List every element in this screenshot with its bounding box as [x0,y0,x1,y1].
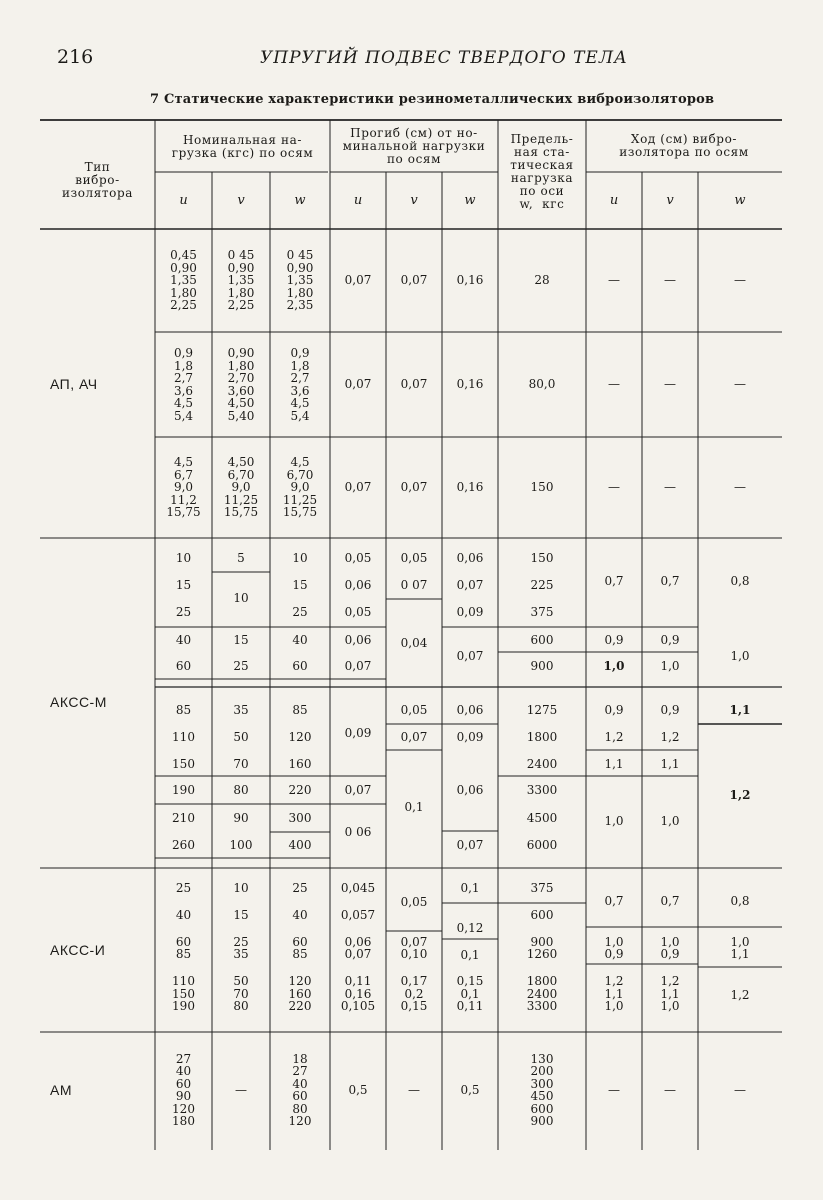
group-am: АМ [50,1081,72,1098]
akssm-nominal-w-4: 40 [292,632,308,647]
page-number: 216 [57,46,94,68]
akssi-nominal-w-4: 120 160 220 [288,974,312,1014]
akssm-deflection-w-4: 0,07 [456,648,484,663]
am-travel-v: — [664,1082,676,1097]
akssi-nominal-u-3: 60 85 [175,934,192,961]
akssi-deflection-u-4: 0,11 0,16 0,105 [340,974,376,1014]
akssm-nominal-u-4: 40 [175,632,192,647]
akssi-deflection-w-2: 0,12 [456,920,484,935]
akssi-nominal-v-3: 25 35 [233,934,249,961]
akssm-max-load-3: 375 [530,604,554,619]
ap-b2-deflection-u: 0,07 [344,377,372,392]
akssm-travel-w-4: 1,2 [729,787,751,802]
akssm-deflection-w-3: 0,09 [456,604,484,619]
akssm-nominal-v-1: 5 [237,550,245,565]
akssm-nominal-v-6: 50 [233,729,249,744]
akssm-nominal-u-10: 210 [172,810,195,825]
akssm-nominal-v-10: 100 [229,837,253,852]
akssi-max-load-3: 900 1260 [526,934,558,961]
axis-v-travel: v [666,192,674,208]
akssm-deflection-u-4: 0,06 [344,632,372,647]
akssm-travel-w-3: 1,1 [729,702,751,717]
ap-b1-nominal-w: 0 45 0,90 1,35 1,80 2,35 [286,248,314,313]
akssi-travel-u-3: 1,2 1,1 1,0 [604,974,624,1014]
akssm-travel-u-1: 0,7 [604,573,624,588]
ap-b3-travel-u: — [608,480,620,495]
ap-b1-nominal-u: 0,45 0,90 1,35 1,80 2,25 [170,248,197,313]
header-travel: Ход (см) вибро- изолятора по осям [619,132,749,159]
akssi-max-load-1: 375 [530,880,554,895]
akssm-deflection-v-6: 0,1 [404,799,424,814]
akssm-travel-v-4: 0,9 [660,702,680,717]
akssm-nominal-w-5: 60 [292,658,308,673]
akssm-max-load-4: 600 [530,632,554,647]
ap-b1-max-load: 28 [534,273,550,288]
ap-b3-nominal-u: 4,5 6,7 9,0 11,2 15,75 [166,455,201,520]
akssm-nominal-u-5: 60 [175,658,192,673]
akssm-travel-u-5: 1,2 [604,729,624,744]
akssm-travel-u-3: 1,0 [603,658,625,673]
akssm-nominal-w-10: 300 [288,810,312,825]
axis-u-nominal: u [179,192,188,208]
am-travel-u: — [608,1082,620,1097]
axis-w-travel: w [734,192,746,208]
akssm-travel-v-3: 1,0 [660,658,680,673]
akssm-deflection-u-1: 0,05 [344,550,372,565]
ap-b1-travel-w: — [734,273,746,288]
axis-w-nominal: w [294,192,306,208]
akssm-nominal-u-6: 85 [175,702,192,717]
akssm-travel-u-7: 1,0 [604,813,624,828]
akssm-deflection-w-5: 0,06 [456,702,484,717]
akssm-deflection-w-8: 0,07 [456,837,484,852]
am-deflection-u: 0,5 [348,1082,368,1097]
akssm-deflection-u-7: 0,07 [344,782,372,797]
axis-v-deflection: v [410,192,418,208]
akssm-travel-w-1: 0,8 [730,573,750,588]
akssm-max-load-11: 6000 [526,837,558,852]
am-nominal-v: — [235,1082,247,1097]
akssi-deflection-u-1: 0,045 [340,880,376,895]
akssm-travel-v-1: 0,7 [660,573,680,588]
akssm-nominal-u-2: 15 [175,577,192,592]
akssm-nominal-v-5: 35 [233,702,249,717]
akssm-travel-u-6: 1,1 [604,756,624,771]
akssi-travel-v-3: 1,2 1,1 1,0 [660,974,680,1014]
ap-b3-deflection-u: 0,07 [344,480,372,495]
akssi-travel-w-1: 0,8 [730,893,750,908]
akssi-deflection-u-3: 0,06 0,07 [344,934,372,961]
akssi-deflection-w-1: 0,1 [460,880,480,895]
akssm-max-load-10: 4500 [526,810,558,825]
ap-b1-deflection-v: 0,07 [400,273,428,288]
akssm-nominal-u-8: 150 [172,756,195,771]
akssi-travel-u-1: 0,7 [604,893,624,908]
akssm-deflection-w-1: 0,06 [456,550,484,565]
akssm-max-load-8: 2400 [526,756,558,771]
akssi-deflection-v-2: 0,07 0,10 [400,934,428,961]
akssm-nominal-v-2: 10 [233,590,249,605]
akssm-travel-v-6: 1,1 [660,756,680,771]
akssm-nominal-w-8: 160 [288,756,312,771]
ap-b3-deflection-w: 0,16 [456,480,484,495]
ap-b3-nominal-v: 4,50 6,70 9,0 11,25 15,75 [223,455,259,520]
akssi-nominal-u-2: 40 [175,907,192,922]
akssm-deflection-v-4: 0,05 [400,702,428,717]
ap-b1-travel-v: — [664,273,676,288]
akssi-nominal-u-4: 110 150 190 [172,974,195,1014]
ap-b2-nominal-v: 0,90 1,80 2,70 3,60 4,50 5,40 [227,346,255,423]
akssm-max-load-9: 3300 [526,782,558,797]
axis-u-deflection: u [353,192,363,208]
ap-b1-deflection-w: 0,16 [456,273,484,288]
akssi-nominal-w-2: 40 [292,907,308,922]
akssm-travel-u-4: 0,9 [604,702,624,717]
akssm-nominal-v-7: 70 [233,756,249,771]
akssm-travel-u-2: 0,9 [604,632,624,647]
axis-v-nominal: v [237,192,245,208]
akssm-nominal-w-3: 25 [292,604,308,619]
akssm-nominal-u-7: 110 [172,729,195,744]
akssm-travel-v-7: 1,0 [660,813,680,828]
akssm-nominal-u-9: 190 [172,782,195,797]
am-deflection-w: 0,5 [460,1082,480,1097]
akssm-deflection-w-6: 0,09 [456,729,484,744]
akssm-travel-w-2: 1,0 [730,648,750,663]
akssi-nominal-w-1: 25 [292,880,308,895]
akssm-deflection-v-1: 0,05 [400,550,428,565]
akssi-max-load-2: 600 [530,907,554,922]
akssm-nominal-w-9: 220 [288,782,312,797]
header-type: Тип вибро- изолятора [61,159,134,200]
akssi-deflection-w-3: 0,1 [460,947,480,962]
akssm-nominal-w-2: 15 [292,577,308,592]
akssm-nominal-v-8: 80 [233,782,249,797]
ap-b2-travel-v: — [664,377,676,392]
akssi-travel-v-1: 0,7 [660,893,680,908]
akssi-nominal-w-3: 60 85 [292,934,308,961]
akssi-travel-v-2: 1,0 0,9 [660,934,680,961]
akssm-travel-v-2: 0,9 [660,632,680,647]
akssm-nominal-u-3: 25 [175,604,192,619]
am-max-load: 130 200 300 450 600 900 [530,1051,554,1128]
akssm-max-load-7: 1800 [526,729,558,744]
ap-b2-travel-w: — [734,377,746,392]
table-caption: 7 Статические характеристики резинометаллических виброизоляторов [150,92,715,107]
akssm-deflection-w-7: 0,06 [456,782,484,797]
akssm-max-load-6: 1275 [526,702,558,717]
akssi-deflection-u-2: 0,057 [340,907,376,922]
akssi-deflection-v-1: 0,05 [400,894,428,909]
akssm-nominal-w-7: 120 [288,729,312,744]
group-akss-i: АКСС-И [50,941,106,958]
group-akss-m: АКСС-М [50,693,107,710]
ap-b1-travel-u: — [608,273,620,288]
akssm-deflection-w-2: 0,07 [456,577,484,592]
axis-w-deflection: w [464,192,476,208]
akssi-nominal-u-1: 25 [175,880,192,895]
ap-b3-max-load: 150 [530,480,554,495]
akssi-max-load-4: 1800 2400 3300 [526,974,558,1014]
akssm-nominal-u-11: 260 [172,837,195,852]
akssi-deflection-w-4: 0,15 0,1 0,11 [456,974,484,1014]
ap-b2-deflection-w: 0,16 [456,377,484,392]
ap-b1-nominal-v: 0 45 0,90 1,35 1,80 2,25 [227,248,255,313]
akssi-deflection-v-3: 0,17 0,2 0,15 [400,974,428,1014]
akssm-deflection-u-5: 0,07 [344,658,372,673]
header-max-load: Предель- ная ста- тическая нагрузка по оси w, кгс [510,132,574,211]
akssm-deflection-u-8: 0 06 [344,824,372,839]
akssm-nominal-v-3: 15 [233,632,249,647]
ap-b2-nominal-u: 0,9 1,8 2,7 3,6 4,5 5,4 [173,346,194,423]
akssm-deflection-u-3: 0,05 [344,604,372,619]
akssm-deflection-v-2: 0 07 [400,577,428,592]
akssm-deflection-u-6: 0,09 [344,725,372,740]
group-ap: АП, АЧ [50,375,98,392]
akssm-max-load-1: 150 [530,550,554,565]
akssm-nominal-v-4: 25 [233,658,249,673]
ap-b2-travel-u: — [608,377,620,392]
am-nominal-u: 27 40 60 90 120 180 [172,1051,195,1128]
akssm-max-load-2: 225 [530,577,554,592]
ap-b2-max-load: 80,0 [528,377,556,392]
akssm-deflection-v-3: 0,04 [400,635,428,650]
am-nominal-w: 18 27 40 60 80 120 [288,1051,312,1128]
akssm-travel-v-5: 1,2 [660,729,680,744]
akssm-max-load-5: 900 [530,658,554,673]
header-nominal-load: Номинальная на- грузка (кгс) по осям [171,133,314,160]
header-deflection: Прогиб (см) от но- минальной нагрузки по осям [342,125,486,166]
akssm-nominal-v-9: 90 [233,810,249,825]
running-head: УПРУГИЙ ПОДВЕС ТВЕРДОГО ТЕЛА [260,48,628,68]
ap-b3-deflection-v: 0,07 [400,480,428,495]
ap-b3-travel-v: — [664,480,676,495]
akssi-travel-u-2: 1,0 0,9 [604,934,624,961]
akssi-nominal-v-4: 50 70 80 [233,974,249,1014]
akssi-nominal-v-2: 15 [233,907,249,922]
ap-b2-nominal-w: 0,9 1,8 2,7 3,6 4,5 5,4 [290,346,310,423]
ap-b3-travel-w: — [734,480,746,495]
akssm-nominal-w-6: 85 [292,702,308,717]
am-travel-w: — [734,1082,746,1097]
akssi-travel-w-3: 1,2 [730,987,750,1002]
akssm-deflection-v-5: 0,07 [400,729,428,744]
akssm-nominal-w-11: 400 [288,837,312,852]
akssm-nominal-u-1: 10 [175,550,192,565]
akssm-nominal-w-1: 10 [292,550,308,565]
akssi-nominal-v-1: 10 [233,880,249,895]
am-deflection-v: — [408,1082,420,1097]
akssi-travel-w-2: 1,0 1,1 [730,934,750,961]
akssm-deflection-u-2: 0,06 [344,577,372,592]
axis-u-travel: u [609,192,619,208]
ap-b3-nominal-w: 4,5 6,70 9,0 11,25 15,75 [282,455,318,520]
ap-b2-deflection-v: 0,07 [400,377,428,392]
ap-b1-deflection-u: 0,07 [344,273,372,288]
